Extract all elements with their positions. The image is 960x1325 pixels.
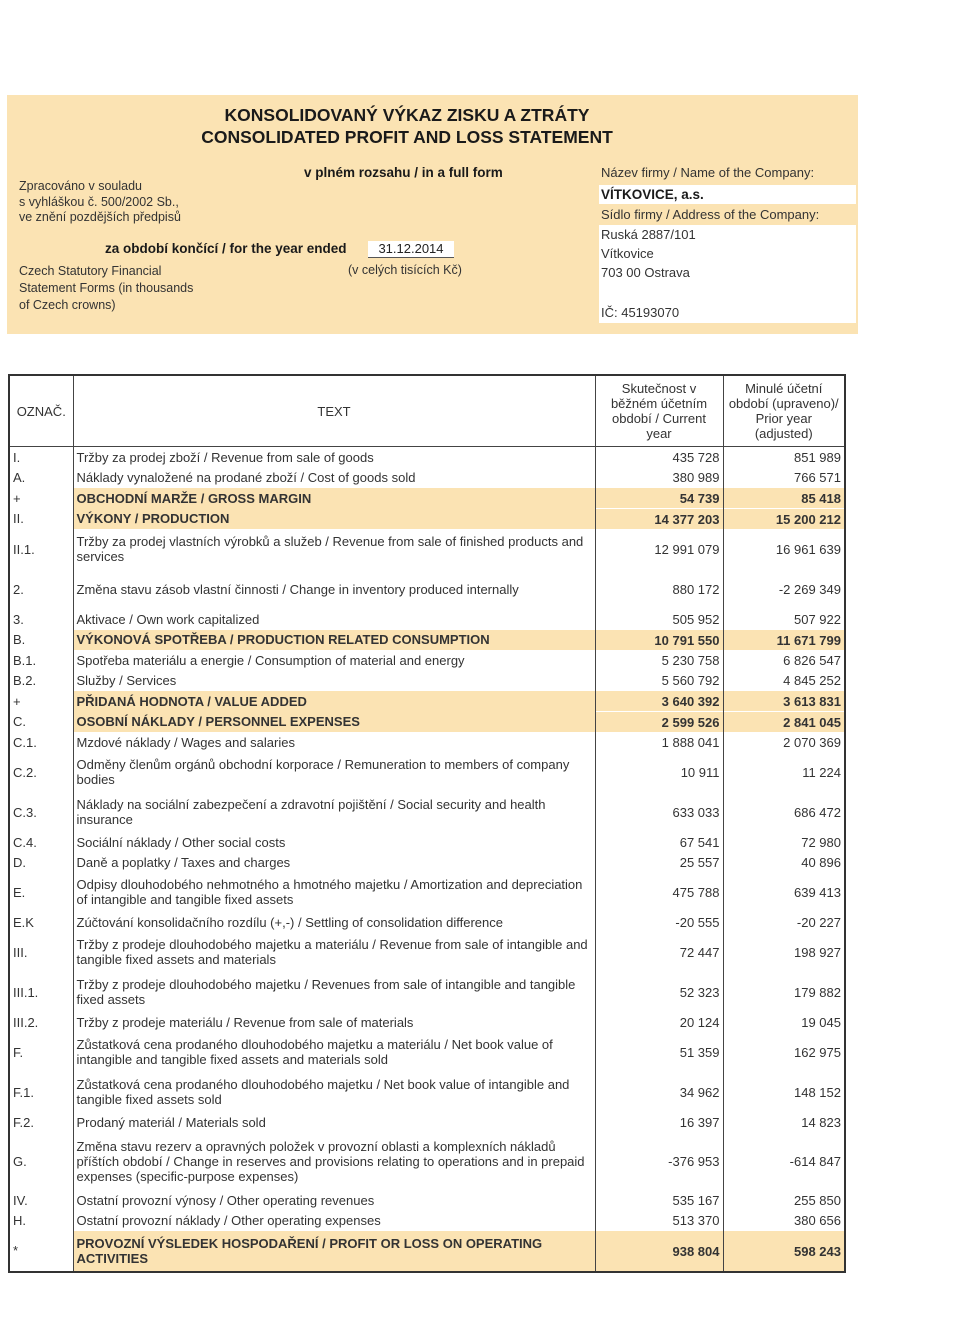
row-code: C.1.: [9, 732, 73, 752]
row-text: Odměny členům orgánů obchodní korporace / Remuneration to members of company bodies: [73, 752, 595, 792]
col-text-header: TEXT: [73, 375, 595, 447]
row-text: OSOBNÍ NÁKLADY / PERSONNEL EXPENSES: [73, 712, 595, 733]
row-prior-year: 11 671 799: [723, 630, 845, 651]
row-text: Spotřeba materiálu a energie / Consumption of material and energy: [73, 650, 595, 670]
col-prior-header: Minulé účetní období (upraveno)/ Prior year (adjusted): [723, 375, 845, 447]
row-code: 2.: [9, 569, 73, 609]
row-code: D.: [9, 852, 73, 872]
table-row: [9, 1132, 845, 1190]
table-row: [9, 569, 845, 609]
period-value: 31.12.2014: [368, 241, 454, 258]
row-text: Prodaný materiál / Materials sold: [73, 1112, 595, 1132]
row-current-year: 25 557: [595, 852, 723, 872]
row-prior-year: 85 418: [723, 488, 845, 509]
row-code: II.: [9, 509, 73, 530]
row-text: Služby / Services: [73, 670, 595, 691]
row-current-year: 435 728: [595, 447, 723, 468]
table-row: [9, 712, 845, 733]
address-label: Sídlo firmy / Address of the Company:: [601, 207, 820, 222]
row-current-year: 16 397: [595, 1112, 723, 1132]
row-current-year: 938 804: [595, 1231, 723, 1273]
table-row: [9, 1032, 845, 1072]
row-text: Tržby za prodej vlastních výrobků a služeb / Revenue from sale of finished products and services: [73, 529, 595, 569]
row-code: III.2.: [9, 1012, 73, 1032]
row-text: Mzdové náklady / Wages and salaries: [73, 732, 595, 752]
table-row: [9, 1012, 845, 1032]
table-row: [9, 467, 845, 488]
row-prior-year: 72 980: [801, 834, 841, 850]
row-current-year: 51 359: [595, 1032, 723, 1072]
row-current-year: 505 952: [595, 609, 723, 630]
table-row: [9, 630, 845, 651]
row-prior-year: -614 847: [789, 1153, 841, 1169]
prepared-line-2: s vyhláškou č. 500/2002 Sb.,: [19, 195, 179, 209]
row-code: I.: [9, 447, 73, 468]
row-prior-year: 2 070 369: [783, 734, 841, 750]
table-header-row: [9, 375, 845, 447]
row-code: H.: [9, 1210, 73, 1231]
table-row: [9, 691, 845, 712]
table-row: [9, 650, 845, 670]
table-row: [9, 609, 845, 630]
statement-header: [7, 95, 858, 334]
row-prior-year: 598 243: [723, 1231, 845, 1273]
row-current-year: 535 167: [595, 1190, 723, 1210]
table-row: [9, 447, 845, 468]
address-line-3: 703 00 Ostrava: [599, 263, 856, 282]
row-code: +: [9, 691, 73, 712]
row-text: Tržby z prodeje materiálu / Revenue from sale of materials: [73, 1012, 595, 1032]
row-prior-year: 179 882: [794, 984, 841, 1000]
row-text: Sociální náklady / Other social costs: [73, 832, 595, 852]
row-text: Ostatní provozní náklady / Other operating expenses: [73, 1210, 595, 1231]
row-code: B.2.: [9, 670, 73, 691]
row-text: VÝKONOVÁ SPOTŘEBA / PRODUCTION RELATED CONSUMPTION: [73, 630, 595, 651]
row-current-year: 1 888 041: [595, 732, 723, 752]
row-code: C.2.: [9, 752, 73, 792]
row-text: Odpisy dlouhodobého nehmotného a hmotného majetku / Amortization and depreciation of intangible and tangible fixed assets: [73, 872, 595, 912]
row-code: III.1.: [9, 972, 73, 1012]
table-row: [9, 670, 845, 691]
row-code: E.K: [9, 912, 73, 932]
row-text: Ostatní provozní výnosy / Other operating revenues: [73, 1190, 595, 1210]
row-code: C.: [9, 712, 73, 733]
table-row: [9, 972, 845, 1012]
units-label: (v celých tisících Kč): [348, 263, 462, 277]
prepared-line-3: ve znění pozdějších předpisů: [19, 210, 181, 224]
row-text: Tržby za prodej zboží / Revenue from sale of goods: [73, 447, 595, 468]
table-row: [9, 752, 845, 792]
row-code: II.1.: [9, 529, 73, 569]
row-current-year: 54 739: [595, 488, 723, 509]
row-prior-year: 507 922: [794, 611, 841, 627]
table-row: [9, 732, 845, 752]
row-current-year: 380 989: [595, 467, 723, 488]
address-blank: [599, 282, 856, 301]
row-text: Změna stavu rezerv a opravných položek v provozní oblasti a komplexních nákladů příštích období / Change in reserves and provisions relating to operations and in prepaid expenses (specific-purpose expenses): [73, 1132, 595, 1190]
statement-forms-line-3: of Czech crowns): [19, 298, 116, 312]
row-text: OBCHODNÍ MARŽE / GROSS MARGIN: [73, 488, 595, 509]
scope-label: v plném rozsahu / in a full form: [304, 165, 503, 180]
row-prior-year: 198 927: [794, 944, 841, 960]
row-current-year: -20 555: [595, 912, 723, 932]
table-row: [9, 529, 845, 569]
row-current-year: 5 560 792: [595, 670, 723, 691]
table-row: [9, 509, 845, 530]
row-current-year: 72 447: [595, 932, 723, 972]
row-current-year: 10 791 550: [595, 630, 723, 651]
row-current-year: -376 953: [595, 1132, 723, 1190]
row-prior-year: -2 269 349: [778, 581, 841, 597]
row-current-year: 5 230 758: [595, 650, 723, 670]
row-current-year: 3 640 392: [595, 691, 723, 712]
row-text: Náklady na sociální zabezpečení a zdravotní pojištění / Social security and health insurance: [73, 792, 595, 832]
row-current-year: 14 377 203: [595, 509, 723, 530]
table-row: [9, 1112, 845, 1132]
table-row: [9, 932, 845, 972]
address-line-1: Ruská 2887/101: [599, 225, 856, 244]
title-english: CONSOLIDATED PROFIT AND LOSS STATEMENT: [201, 127, 613, 147]
row-current-year: 513 370: [595, 1210, 723, 1231]
row-code: C.4.: [9, 832, 73, 852]
row-text: Změna stavu zásob vlastní činnosti / Change in inventory produced internally: [73, 569, 595, 609]
title-czech: KONSOLIDOVANÝ VÝKAZ ZISKU A ZTRÁTY: [224, 105, 590, 125]
row-text: Zúčtování konsolidačního rozdílu (+,-) / Settling of consolidation difference: [73, 912, 595, 932]
row-prior-year: 4 845 252: [783, 672, 841, 688]
table-row: [9, 852, 845, 872]
row-prior-year: 3 613 831: [723, 691, 845, 712]
row-current-year: 67 541: [595, 832, 723, 852]
row-prior-year: 15 200 212: [723, 509, 845, 530]
row-text: Tržby z prodeje dlouhodobého majetku / Revenues from sale of intangible and tangible fixed assets: [73, 972, 595, 1012]
row-current-year: 633 033: [595, 792, 723, 832]
row-current-year: 12 991 079: [595, 529, 723, 569]
table-row: [9, 1190, 845, 1210]
row-current-year: 20 124: [595, 1012, 723, 1032]
table-row: [9, 1210, 845, 1231]
row-prior-year: 851 989: [794, 449, 841, 465]
row-current-year: 10 911: [595, 752, 723, 792]
statement-forms-line-2: Statement Forms (in thousands: [19, 281, 194, 295]
row-prior-year: 19 045: [801, 1014, 841, 1030]
address-line-2: Vítkovice: [599, 244, 856, 263]
row-code: C.3.: [9, 792, 73, 832]
profit-loss-table: [8, 374, 846, 1273]
row-code: +: [9, 488, 73, 509]
row-current-year: 34 962: [595, 1072, 723, 1112]
prepared-line-1: Zpracováno v souladu: [19, 179, 142, 193]
row-text: PŘIDANÁ HODNOTA / VALUE ADDED: [73, 691, 595, 712]
row-code: F.2.: [9, 1112, 73, 1132]
row-prior-year: 639 413: [794, 884, 841, 900]
table-row: [9, 832, 845, 852]
row-text: Aktivace / Own work capitalized: [73, 609, 595, 630]
row-prior-year: 148 152: [794, 1084, 841, 1100]
row-code: B.: [9, 630, 73, 651]
row-text: Zůstatková cena prodaného dlouhodobého majetku a materiálu / Net book value of intangible and tangible fixed assets and materials sold: [73, 1032, 595, 1072]
row-current-year: 2 599 526: [595, 712, 723, 733]
row-prior-year: 14 823: [801, 1114, 841, 1130]
col-current-header: Skutečnost v běžném účetním období / Current year: [595, 375, 723, 447]
table-row: [9, 912, 845, 932]
statement-forms-line-1: Czech Statutory Financial: [19, 264, 162, 278]
row-prior-year: 162 975: [794, 1044, 841, 1060]
row-prior-year: -20 227: [796, 914, 841, 930]
company-ic: IČ: 45193070: [599, 301, 856, 323]
table-row: [9, 872, 845, 912]
table-row: [9, 1072, 845, 1112]
row-text: Tržby z prodeje dlouhodobého majetku a materiálu / Revenue from sale of intangible and tangible fixed assets and materials: [73, 932, 595, 972]
row-current-year: 475 788: [595, 872, 723, 912]
row-prior-year: 686 472: [794, 804, 841, 820]
row-prior-year: 255 850: [794, 1192, 841, 1208]
row-code: F.1.: [9, 1072, 73, 1112]
row-text: PROVOZNÍ VÝSLEDEK HOSPODAŘENÍ / PROFIT OR LOSS ON OPERATING ACTIVITIES: [73, 1231, 595, 1273]
company-name: VÍTKOVICE, a.s.: [599, 185, 856, 204]
row-code: A.: [9, 467, 73, 488]
row-prior-year: 2 841 045: [723, 712, 845, 733]
row-prior-year: 40 896: [801, 854, 841, 870]
row-code: III.: [9, 932, 73, 972]
table-row: [9, 488, 845, 509]
row-current-year: 52 323: [595, 972, 723, 1012]
company-name-label: Název firmy / Name of the Company:: [601, 165, 815, 180]
row-prior-year: 6 826 547: [783, 652, 841, 668]
row-code: *: [9, 1231, 73, 1273]
row-code: 3.: [9, 609, 73, 630]
col-code-header: OZNAČ.: [9, 375, 73, 447]
row-text: Zůstatková cena prodaného dlouhodobého majetku / Net book value of intangible and tangible fixed assets sold: [73, 1072, 595, 1112]
row-text: Náklady vynaložené na prodané zboží / Cost of goods sold: [73, 467, 595, 488]
row-prior-year: 766 571: [794, 469, 841, 485]
row-code: E.: [9, 872, 73, 912]
row-code: IV.: [9, 1190, 73, 1210]
row-code: G.: [9, 1132, 73, 1190]
table-row: [9, 1231, 845, 1273]
table-row: [9, 792, 845, 832]
row-text: Daně a poplatky / Taxes and charges: [73, 852, 595, 872]
row-code: B.1.: [9, 650, 73, 670]
row-prior-year: 11 224: [802, 764, 841, 780]
row-text: VÝKONY / PRODUCTION: [73, 509, 595, 530]
row-prior-year: 380 656: [794, 1212, 841, 1228]
row-code: F.: [9, 1032, 73, 1072]
row-current-year: 880 172: [595, 569, 723, 609]
row-prior-year: 16 961 639: [775, 541, 841, 557]
period-label: za období končící / for the year ended: [105, 241, 347, 256]
